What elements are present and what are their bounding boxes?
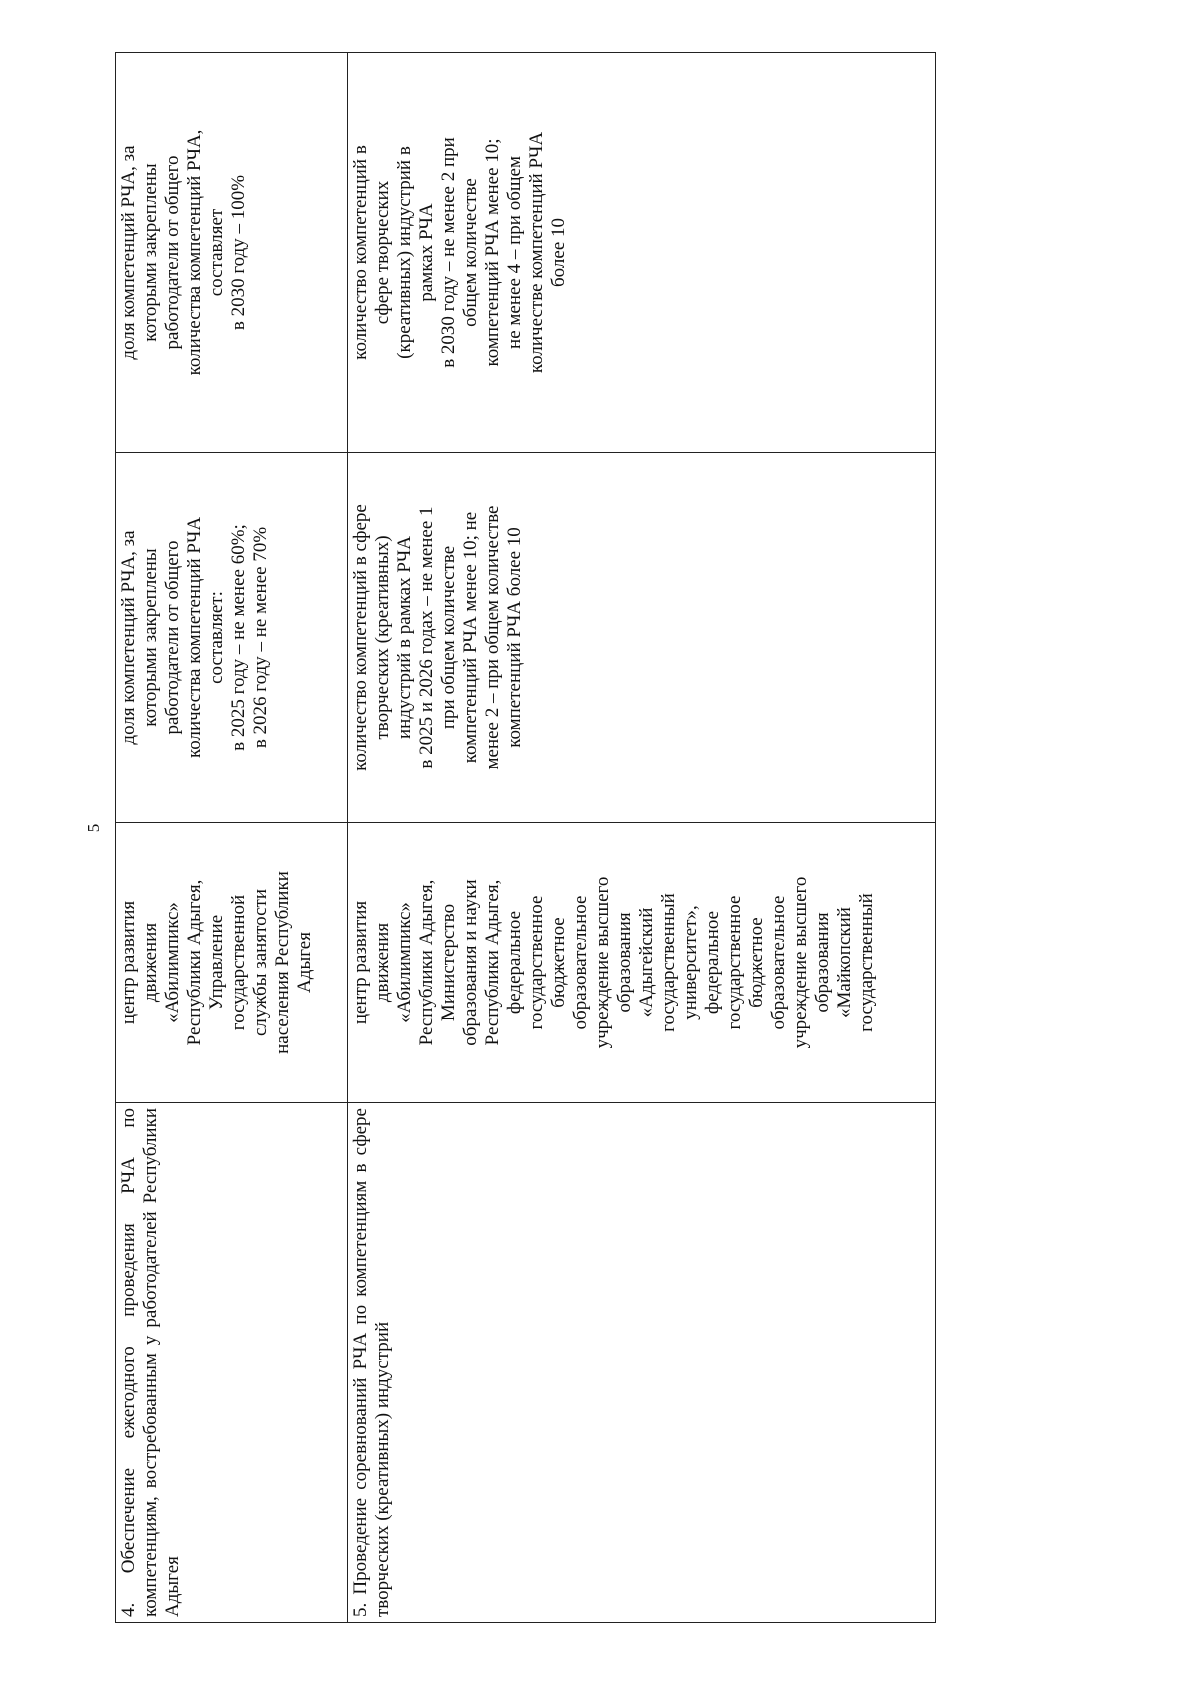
table-row: [348, 53, 936, 1623]
activity-cell: 4. Обеспечение ежегодного проведения РЧА по компетенциям, востребованным у работодателей Республики Адыгея: [116, 1103, 348, 1623]
cell-line: центр развития: [350, 900, 371, 1025]
cell-line: индустрий в рамках РЧА: [394, 536, 415, 739]
page-number: 5: [84, 823, 103, 833]
rotated-table-container: [115, 53, 935, 1623]
cell-line: менее 2 – при общем количестве: [482, 505, 503, 770]
cell-line: доля компетенций РЧА, за: [118, 530, 139, 745]
cell-line: творческих (креативных): [372, 535, 393, 740]
table-row: [116, 53, 348, 1623]
cell-line: количество компетенций в сфере: [350, 504, 371, 771]
cell-line: «Майкопский: [834, 907, 855, 1018]
cell-line: в 2030 году – 100%: [228, 174, 249, 331]
cell-line: количества компетенций РЧА: [184, 516, 205, 759]
cell-line: образования и науки: [460, 879, 481, 1046]
cell-line: образовательное: [768, 895, 789, 1030]
cell-line: Республики Адыгея,: [482, 879, 503, 1046]
cell-line: образования: [614, 912, 635, 1013]
cell-line: «Адыгейский: [636, 907, 657, 1018]
cell-line: государственное: [724, 895, 745, 1030]
executors-cell: [116, 823, 348, 1103]
cell-line: движения: [140, 922, 161, 1003]
cell-line: (креативных) индустрий в: [394, 146, 415, 359]
cell-line: образования: [812, 912, 833, 1013]
target-cell: [116, 53, 348, 453]
cell-line: государственное: [526, 895, 547, 1030]
cell-line: которыми закреплены: [140, 548, 161, 727]
cell-line: количества компетенций РЧА,: [184, 129, 205, 376]
cell-line: государственный: [658, 893, 679, 1032]
cell-line: работодатели от общего: [162, 155, 183, 350]
cell-line: учреждение высшего: [592, 876, 613, 1049]
cell-line: населения Республики: [272, 871, 293, 1054]
cell-line: Министерство: [438, 903, 459, 1022]
cell-line: Республики Адыгея,: [416, 879, 437, 1046]
cell-line: сфере творческих: [372, 180, 393, 325]
cell-line: более 10: [548, 218, 569, 288]
cell-line: «Абилимпикс»: [162, 902, 183, 1023]
cell-line: учреждение высшего: [790, 876, 811, 1049]
cell-line: движения: [372, 922, 393, 1003]
cell-line: службы занятости: [250, 889, 271, 1036]
cell-line: в 2025 и 2026 годах – не менее 1: [416, 506, 437, 769]
activity-cell: 5. Проведение соревнований РЧА по компетенциям в сфере творческих (креативных) индустрий: [348, 1103, 936, 1623]
cell-line: бюджетное: [548, 917, 569, 1008]
cell-line: Адыгея: [294, 932, 315, 993]
cell-line: государственный: [856, 893, 877, 1032]
cell-line: в 2025 году – не менее 60%;: [228, 524, 249, 751]
cell-line: доля компетенций РЧА, за: [118, 145, 139, 360]
cell-line: федеральное: [504, 910, 525, 1015]
target-cell: [348, 53, 936, 453]
cell-line: университет»,: [680, 905, 701, 1020]
cell-line: компетенций РЧА менее 10;: [482, 138, 503, 367]
cell-line: Управление: [206, 914, 227, 1011]
cell-line: рамках РЧА: [416, 203, 437, 302]
cell-line: количестве компетенций РЧА: [526, 131, 547, 374]
executors-cell: [348, 823, 936, 1103]
cell-line: компетенций РЧА более 10: [504, 527, 525, 748]
cell-line: Республики Адыгея,: [184, 879, 205, 1046]
cell-line: работодатели от общего: [162, 540, 183, 735]
cell-line: государственной: [228, 894, 249, 1031]
cell-line: «Абилимпикс»: [394, 902, 415, 1023]
measures-table: [115, 52, 936, 1623]
cell-line: составляет:: [206, 591, 227, 684]
cell-line: не менее 4 – при общем: [504, 156, 525, 349]
cell-line: в 2026 году – не менее 70%: [250, 526, 271, 749]
cell-line: федеральное: [702, 910, 723, 1015]
table-body: [116, 53, 936, 1623]
cell-line: образовательное: [570, 895, 591, 1030]
cell-line: количество компетенций в: [350, 145, 371, 360]
indicator-cell: [348, 453, 936, 823]
cell-line: компетенций РЧА менее 10; не: [460, 511, 481, 764]
cell-line: центр развития: [118, 900, 139, 1025]
cell-line: общем количестве: [460, 178, 481, 327]
cell-line: в 2030 году – не менее 2 при: [438, 137, 459, 368]
cell-line: которыми закреплены: [140, 163, 161, 342]
cell-line: при общем количестве: [438, 545, 459, 730]
cell-line: составляет: [206, 208, 227, 297]
indicator-cell: [116, 453, 348, 823]
cell-line: бюджетное: [746, 917, 767, 1008]
